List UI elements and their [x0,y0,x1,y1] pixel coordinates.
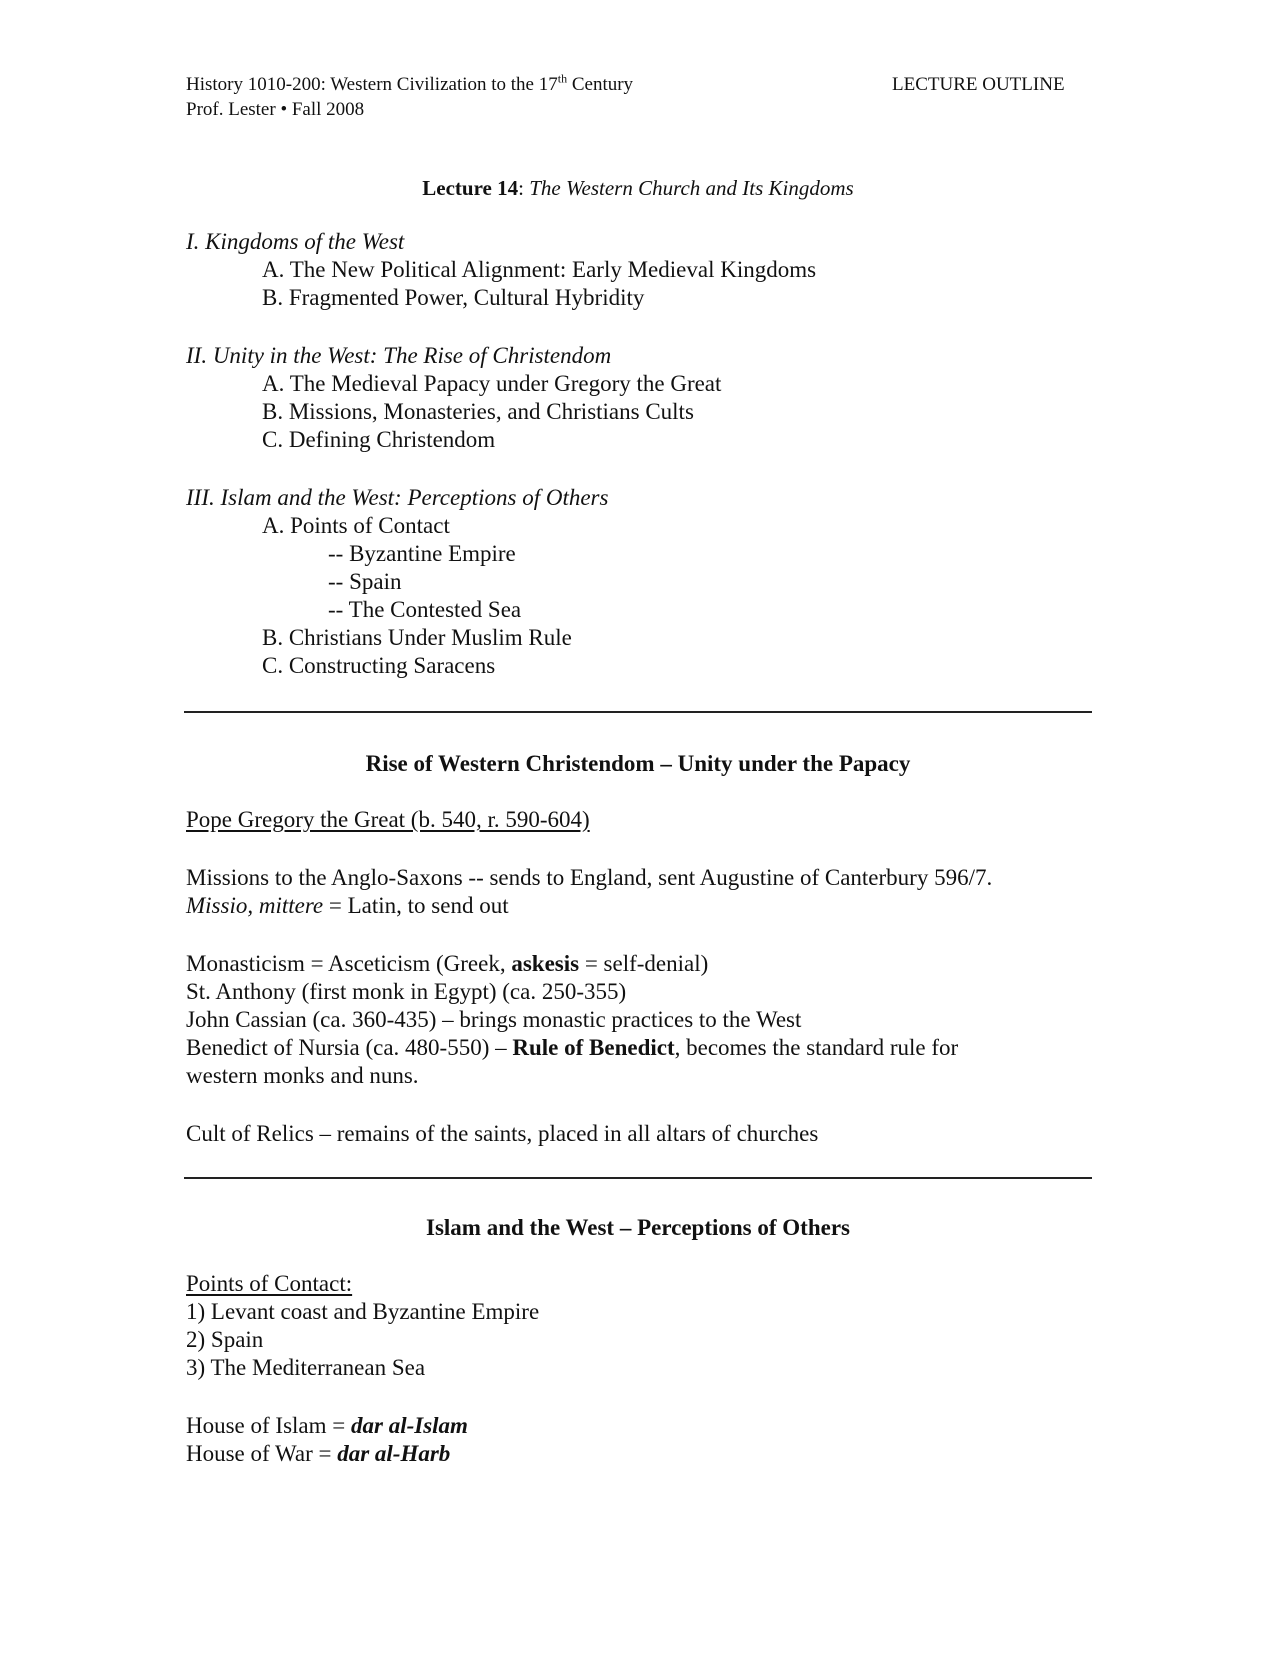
outline-item-1b: B. Fragmented Power, Cultural Hybridity [262,285,645,310]
outline-heading-2: II. Unity in the West: The Rise of Christendom [186,343,612,368]
outline-item-3a: A. Points of Contact [262,513,450,538]
askesis-term: askesis [511,951,580,976]
lecture-number: Lecture 14 [422,176,519,200]
monasticism-suffix: = self-denial) [579,951,709,976]
cassian-line: John Cassian (ca. 360-435) – brings monastic practices to the West [186,1007,802,1032]
relics-line: Cult of Relics – remains of the saints, placed in all altars of churches [186,1121,819,1146]
outline-heading-3: III. Islam and the West: Perceptions of Others [186,485,609,510]
outline-item-2b: B. Missions, Monasteries, and Christians Cults [262,399,694,424]
pope-gregory-line: Pope Gregory the Great (b. 540, r. 590-604) [186,807,590,832]
contact-point-3: 3) The Mediterranean Sea [186,1355,426,1380]
lecture-separator: : [518,176,530,200]
doc-type-label: LECTURE OUTLINE [892,74,1065,95]
outline-item-3b: B. Christians Under Muslim Rule [262,625,572,650]
dar-al-islam-term: dar al-Islam [351,1413,468,1438]
course-title [186,73,633,97]
outline-item-2c: C. Defining Christendom [262,427,496,452]
benedict-continuation: western monks and nuns. [186,1063,419,1088]
anthony-line: St. Anthony (first monk in Egypt) (ca. 250-355) [186,979,627,1004]
outline-subitem-3a2: -- Spain [328,569,402,594]
monasticism-prefix: Monasticism = Asceticism (Greek, [186,951,512,976]
points-of-contact-label: Points of Contact: [186,1271,353,1296]
course-title-text: History 1010-200: Western Civilization to the 17 [186,74,558,95]
outline-subitem-3a1: -- Byzantine Empire [328,541,516,566]
contact-point-1: 1) Levant coast and Byzantine Empire [186,1299,540,1324]
missio-term: Missio, mittere [186,893,324,918]
contact-point-2: 2) Spain [186,1327,264,1352]
lecture-title [184,176,1092,200]
house-of-war-label: House of War = [186,1441,338,1466]
professor-line: Prof. Lester • Fall 2008 [186,99,365,120]
house-of-war-line [186,1440,450,1468]
lecture-title-text: The Western Church and Its Kingdoms [529,176,854,200]
course-title-suffix: Century [567,74,634,95]
outline-item-2a: A. The Medieval Papacy under Gregory the Great [262,371,722,396]
islam-section-heading: Islam and the West – Perceptions of Others [426,1215,850,1240]
section-divider-2 [184,1177,1092,1179]
rule-of-benedict-term: Rule of Benedict [512,1035,675,1060]
monasticism-line [186,950,708,978]
house-of-islam-line [186,1412,468,1440]
outline-heading-1: I. Kingdoms of the West [186,229,405,254]
missions-line: Missions to the Anglo-Saxons -- sends to England, sent Augustine of Canterbury 596/7. [186,865,993,890]
rise-section-heading: Rise of Western Christendom – Unity under the Papacy [365,751,911,776]
benedict-line [186,1034,958,1062]
section-divider [184,711,1092,713]
outline-item-1a: A. The New Political Alignment: Early Medieval Kingdoms [262,257,817,282]
course-title-superscript: th [557,71,568,86]
outline-subitem-3a3: -- The Contested Sea [328,597,522,622]
benedict-suffix: , becomes the standard rule for [674,1035,959,1060]
missio-definition: = Latin, to send out [323,893,509,918]
benedict-prefix: Benedict of Nursia (ca. 480-550) – [186,1035,513,1060]
missio-line [186,892,509,920]
dar-al-harb-term: dar al-Harb [337,1441,451,1466]
outline-item-3c: C. Constructing Saracens [262,653,496,678]
house-of-islam-label: House of Islam = [186,1413,351,1438]
